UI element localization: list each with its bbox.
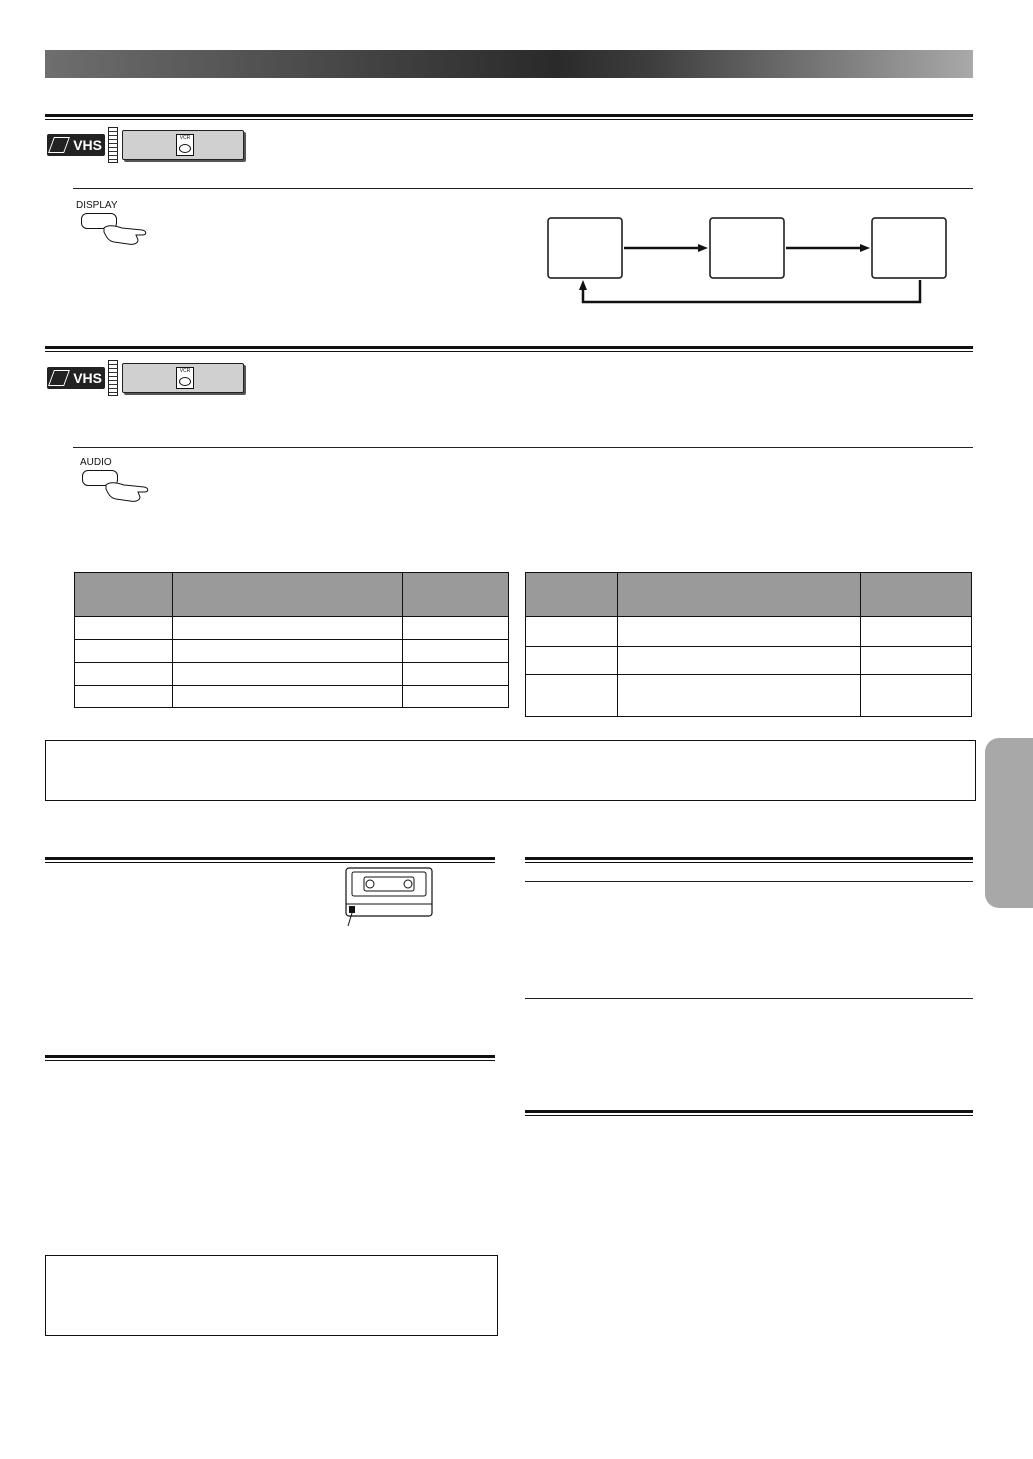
table-header-cell xyxy=(75,573,173,617)
section-divider-double xyxy=(45,346,973,349)
vhs-cassette-icon xyxy=(340,866,436,928)
vcr-mode-pill xyxy=(122,130,244,160)
table-header-cell xyxy=(526,573,618,617)
vcr-key-icon xyxy=(176,134,194,156)
table-row xyxy=(526,647,972,675)
table-row xyxy=(75,640,509,663)
return-arrow xyxy=(583,280,920,302)
mode-badge xyxy=(47,360,244,396)
section-divider-double xyxy=(525,1110,973,1113)
pointing-hand-icon xyxy=(104,477,152,503)
table-row xyxy=(75,663,509,686)
vhs-logo xyxy=(47,134,105,156)
vhs-logo xyxy=(47,367,105,389)
display-cycle-diagram xyxy=(540,210,960,320)
remote-icon xyxy=(108,127,118,163)
table-header-cell xyxy=(403,573,509,617)
table-header-row xyxy=(75,573,509,617)
note-box xyxy=(45,740,976,801)
display-button-illustration xyxy=(76,200,118,229)
table-header-cell xyxy=(618,573,861,617)
remote-icon xyxy=(108,360,118,396)
audio-table-right xyxy=(525,572,972,717)
vcr-key-label: VCR xyxy=(179,368,191,374)
audio-button-illustration xyxy=(80,457,118,486)
diagram-box-1 xyxy=(548,218,622,278)
table-header-cell xyxy=(173,573,403,617)
table-row xyxy=(526,617,972,647)
side-index-tab xyxy=(985,738,1033,908)
vcr-key-icon xyxy=(176,367,194,389)
section-divider-double xyxy=(45,1055,495,1058)
vhs-logo-text: VHS xyxy=(73,137,102,153)
audio-table-left xyxy=(74,572,509,708)
section-divider-double xyxy=(45,114,973,117)
diagram-box-2 xyxy=(710,218,784,278)
table-row xyxy=(75,686,509,708)
vhs-logo-text: VHS xyxy=(73,370,102,386)
section-divider-double xyxy=(45,857,495,860)
section-divider-double xyxy=(525,857,973,860)
vcr-key-label: VCR xyxy=(179,135,191,141)
table-row xyxy=(75,617,509,640)
display-button-label: DISPLAY xyxy=(76,200,118,211)
table-header-cell xyxy=(861,573,972,617)
sub-divider xyxy=(525,998,973,999)
audio-button-label: AUDIO xyxy=(80,457,112,468)
mode-badge xyxy=(47,127,244,163)
table-header-row xyxy=(526,573,972,617)
sub-divider xyxy=(73,188,973,189)
sub-divider xyxy=(525,881,973,882)
table-row xyxy=(526,675,972,717)
vcr-mode-pill xyxy=(122,363,244,393)
section-header-bar xyxy=(45,50,973,78)
note-box xyxy=(45,1255,498,1336)
sub-divider xyxy=(73,447,973,448)
diagram-box-3 xyxy=(872,218,946,278)
pointing-hand-icon xyxy=(102,220,150,246)
